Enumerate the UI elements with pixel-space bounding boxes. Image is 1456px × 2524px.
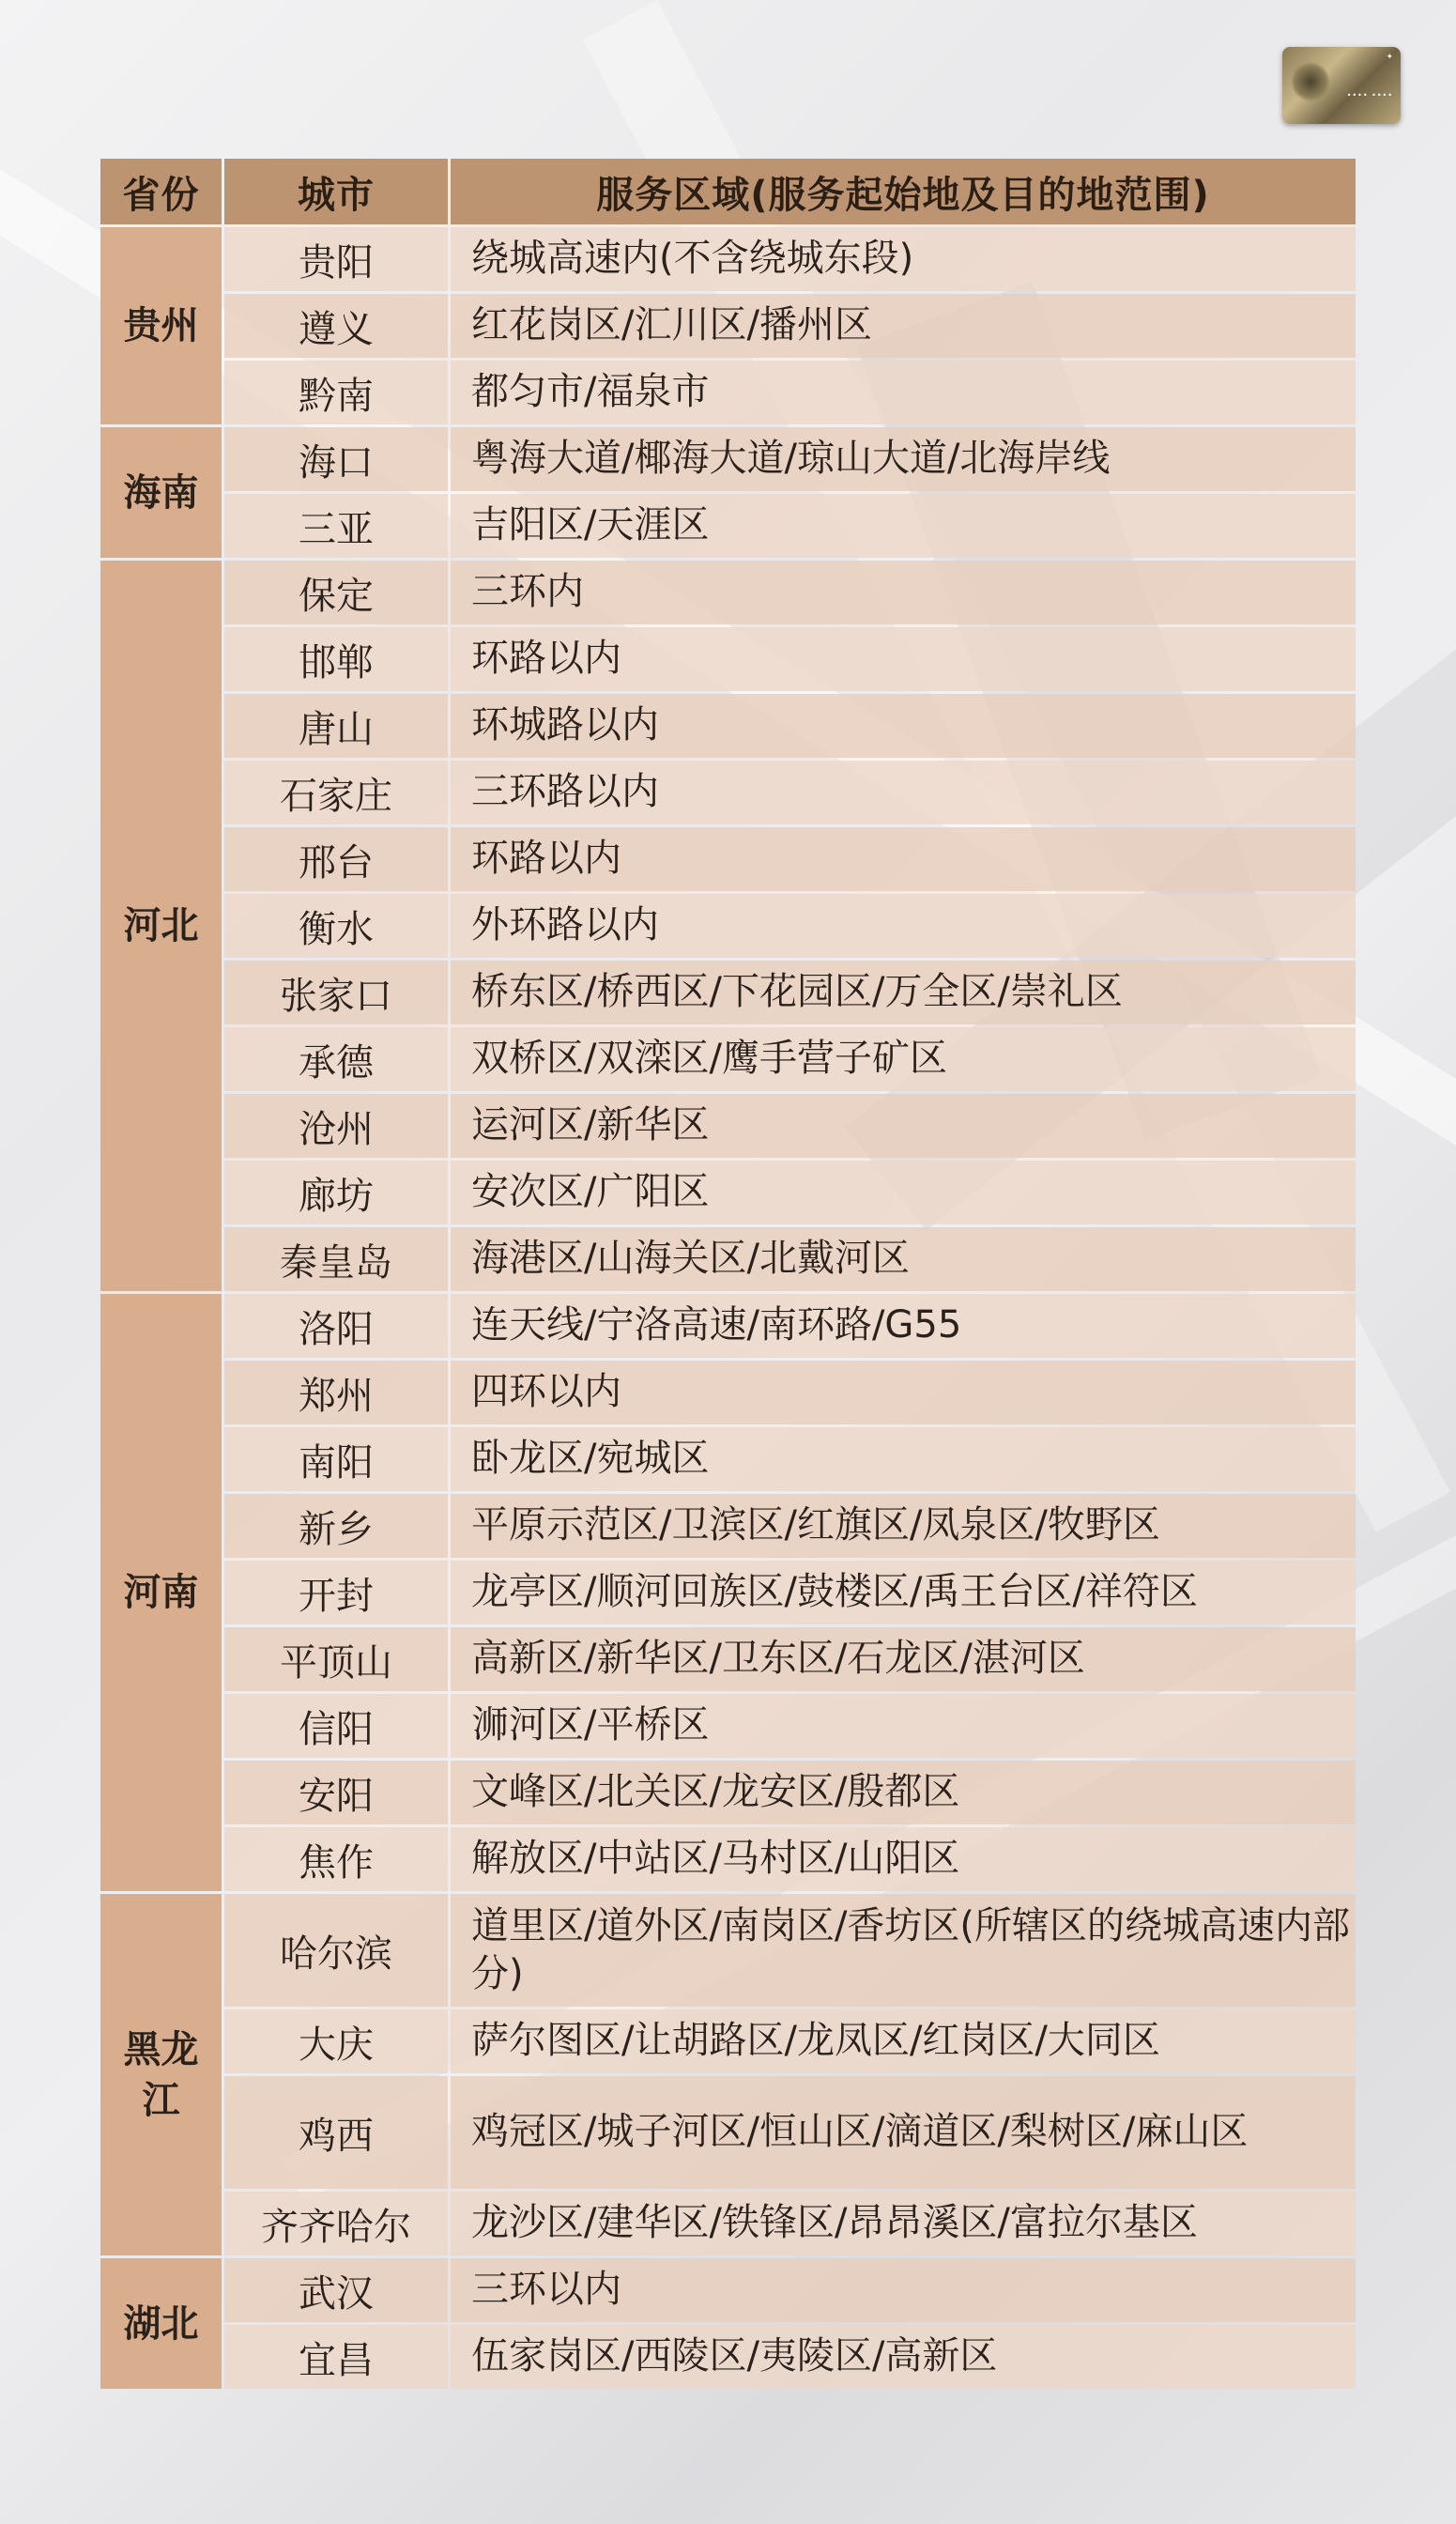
city-cell: 遵义 bbox=[224, 294, 448, 358]
city-cell: 武汉 bbox=[224, 2258, 448, 2322]
city-cell: 新乡 bbox=[224, 1494, 448, 1558]
bank-card-thumbnail bbox=[1282, 47, 1401, 124]
table-row bbox=[100, 1361, 1356, 1424]
service-area-cell: 环路以内 bbox=[451, 827, 1356, 891]
city-cell: 信阳 bbox=[224, 1694, 448, 1758]
city-cell: 保定 bbox=[224, 561, 448, 624]
service-area-cell: 三环内 bbox=[451, 561, 1356, 624]
city-cell: 秦皇岛 bbox=[224, 1227, 448, 1291]
header-province: 省份 bbox=[100, 159, 222, 224]
header-city: 城市 bbox=[224, 159, 448, 224]
service-area-cell: 萨尔图区/让胡路区/龙凤区/红岗区/大同区 bbox=[451, 2009, 1356, 2073]
service-area-cell: 吉阳区/天涯区 bbox=[451, 494, 1356, 558]
city-cell: 邯郸 bbox=[224, 627, 448, 691]
service-area-cell: 运河区/新华区 bbox=[451, 1094, 1356, 1158]
service-area-cell: 三环以内 bbox=[451, 2258, 1356, 2322]
city-cell: 宜昌 bbox=[224, 2325, 448, 2389]
city-cell: 唐山 bbox=[224, 694, 448, 758]
service-area-cell: 文峰区/北关区/龙安区/殷都区 bbox=[451, 1761, 1356, 1824]
service-area-cell: 伍家岗区/西陵区/夷陵区/高新区 bbox=[451, 2325, 1356, 2389]
service-area-cell: 外环路以内 bbox=[451, 894, 1356, 958]
city-cell: 哈尔滨 bbox=[224, 1894, 448, 2007]
table-row bbox=[100, 1227, 1356, 1291]
table-row bbox=[100, 294, 1356, 358]
city-cell: 平顶山 bbox=[224, 1627, 448, 1691]
table-row bbox=[100, 227, 1356, 291]
table-row bbox=[100, 1827, 1356, 1891]
table-row bbox=[100, 1561, 1356, 1624]
province-cell: 黑龙江 bbox=[100, 1894, 222, 2255]
city-cell: 承德 bbox=[224, 1027, 448, 1091]
city-cell: 黔南 bbox=[224, 361, 448, 424]
city-cell: 南阳 bbox=[224, 1427, 448, 1491]
table-row bbox=[100, 361, 1356, 424]
table-row bbox=[100, 827, 1356, 891]
city-cell: 鸡西 bbox=[224, 2076, 448, 2189]
table-row bbox=[100, 427, 1356, 491]
service-area-cell: 桥东区/桥西区/下花园区/万全区/崇礼区 bbox=[451, 961, 1356, 1024]
city-cell: 开封 bbox=[224, 1561, 448, 1624]
service-area-cell: 绕城高速内(不含绕城东段) bbox=[451, 227, 1356, 291]
table-row bbox=[100, 627, 1356, 691]
table-row bbox=[100, 2009, 1356, 2073]
service-area-table bbox=[98, 156, 1358, 2392]
table-row bbox=[100, 1027, 1356, 1091]
service-area-cell: 海港区/山海关区/北戴河区 bbox=[451, 1227, 1356, 1291]
province-cell: 河北 bbox=[100, 561, 222, 1291]
service-area-cell: 解放区/中站区/马村区/山阳区 bbox=[451, 1827, 1356, 1891]
city-cell: 邢台 bbox=[224, 827, 448, 891]
service-area-cell: 粤海大道/椰海大道/琼山大道/北海岸线 bbox=[451, 427, 1356, 491]
city-cell: 齐齐哈尔 bbox=[224, 2192, 448, 2255]
card-number-mark: •••• •••• bbox=[1346, 91, 1393, 100]
table-row bbox=[100, 2192, 1356, 2255]
city-cell: 三亚 bbox=[224, 494, 448, 558]
city-cell: 大庆 bbox=[224, 2009, 448, 2073]
service-area-cell: 安次区/广阳区 bbox=[451, 1161, 1356, 1224]
service-area-cell: 浉河区/平桥区 bbox=[451, 1694, 1356, 1758]
city-cell: 安阳 bbox=[224, 1761, 448, 1824]
service-area-cell: 环路以内 bbox=[451, 627, 1356, 691]
province-cell: 贵州 bbox=[100, 227, 222, 424]
service-area-cell: 三环路以内 bbox=[451, 761, 1356, 824]
table-row bbox=[100, 894, 1356, 958]
province-cell: 海南 bbox=[100, 427, 222, 558]
table-row bbox=[100, 1627, 1356, 1691]
header-service-area: 服务区域(服务起始地及目的地范围) bbox=[451, 159, 1356, 224]
city-cell: 洛阳 bbox=[224, 1294, 448, 1358]
table-row bbox=[100, 1094, 1356, 1158]
city-cell: 石家庄 bbox=[224, 761, 448, 824]
service-area-cell: 平原示范区/卫滨区/红旗区/凤泉区/牧野区 bbox=[451, 1494, 1356, 1558]
city-cell: 焦作 bbox=[224, 1827, 448, 1891]
service-area-cell: 都匀市/福泉市 bbox=[451, 361, 1356, 424]
city-cell: 衡水 bbox=[224, 894, 448, 958]
province-cell: 湖北 bbox=[100, 2258, 222, 2389]
city-cell: 贵阳 bbox=[224, 227, 448, 291]
city-cell: 廊坊 bbox=[224, 1161, 448, 1224]
table-row bbox=[100, 694, 1356, 758]
table-row bbox=[100, 961, 1356, 1024]
service-area-cell: 鸡冠区/城子河区/恒山区/滴道区/梨树区/麻山区 bbox=[451, 2076, 1356, 2189]
service-area-cell: 龙亭区/顺河回族区/鼓楼区/禹王台区/祥符区 bbox=[451, 1561, 1356, 1624]
table-row bbox=[100, 1894, 1356, 2007]
table-row bbox=[100, 2325, 1356, 2389]
table-header-row bbox=[100, 159, 1356, 224]
table-row bbox=[100, 2076, 1356, 2189]
service-area-cell: 高新区/新华区/卫东区/石龙区/湛河区 bbox=[451, 1627, 1356, 1691]
service-area-cell: 道里区/道外区/南岗区/香坊区(所辖区的绕城高速内部分) bbox=[451, 1894, 1356, 2007]
city-cell: 郑州 bbox=[224, 1361, 448, 1424]
table-row bbox=[100, 1494, 1356, 1558]
city-cell: 张家口 bbox=[224, 961, 448, 1024]
service-area-cell: 红花岗区/汇川区/播州区 bbox=[451, 294, 1356, 358]
table-row bbox=[100, 1161, 1356, 1224]
service-area-cell: 环城路以内 bbox=[451, 694, 1356, 758]
card-brand-mark: ✦ bbox=[1386, 53, 1393, 62]
service-area-cell: 双桥区/双滦区/鹰手营子矿区 bbox=[451, 1027, 1356, 1091]
card-emblem-icon bbox=[1292, 60, 1329, 103]
table-row bbox=[100, 494, 1356, 558]
table-row bbox=[100, 2258, 1356, 2322]
table-row bbox=[100, 1694, 1356, 1758]
city-cell: 沧州 bbox=[224, 1094, 448, 1158]
table-row bbox=[100, 1294, 1356, 1358]
service-area-cell: 四环以内 bbox=[451, 1361, 1356, 1424]
table-row bbox=[100, 561, 1356, 624]
province-cell: 河南 bbox=[100, 1294, 222, 1891]
service-area-cell: 龙沙区/建华区/铁锋区/昂昂溪区/富拉尔基区 bbox=[451, 2192, 1356, 2255]
service-area-cell: 卧龙区/宛城区 bbox=[451, 1427, 1356, 1491]
table-row bbox=[100, 1427, 1356, 1491]
service-area-cell: 连天线/宁洛高速/南环路/G55 bbox=[451, 1294, 1356, 1358]
table-row bbox=[100, 1761, 1356, 1824]
city-cell: 海口 bbox=[224, 427, 448, 491]
table-row bbox=[100, 761, 1356, 824]
